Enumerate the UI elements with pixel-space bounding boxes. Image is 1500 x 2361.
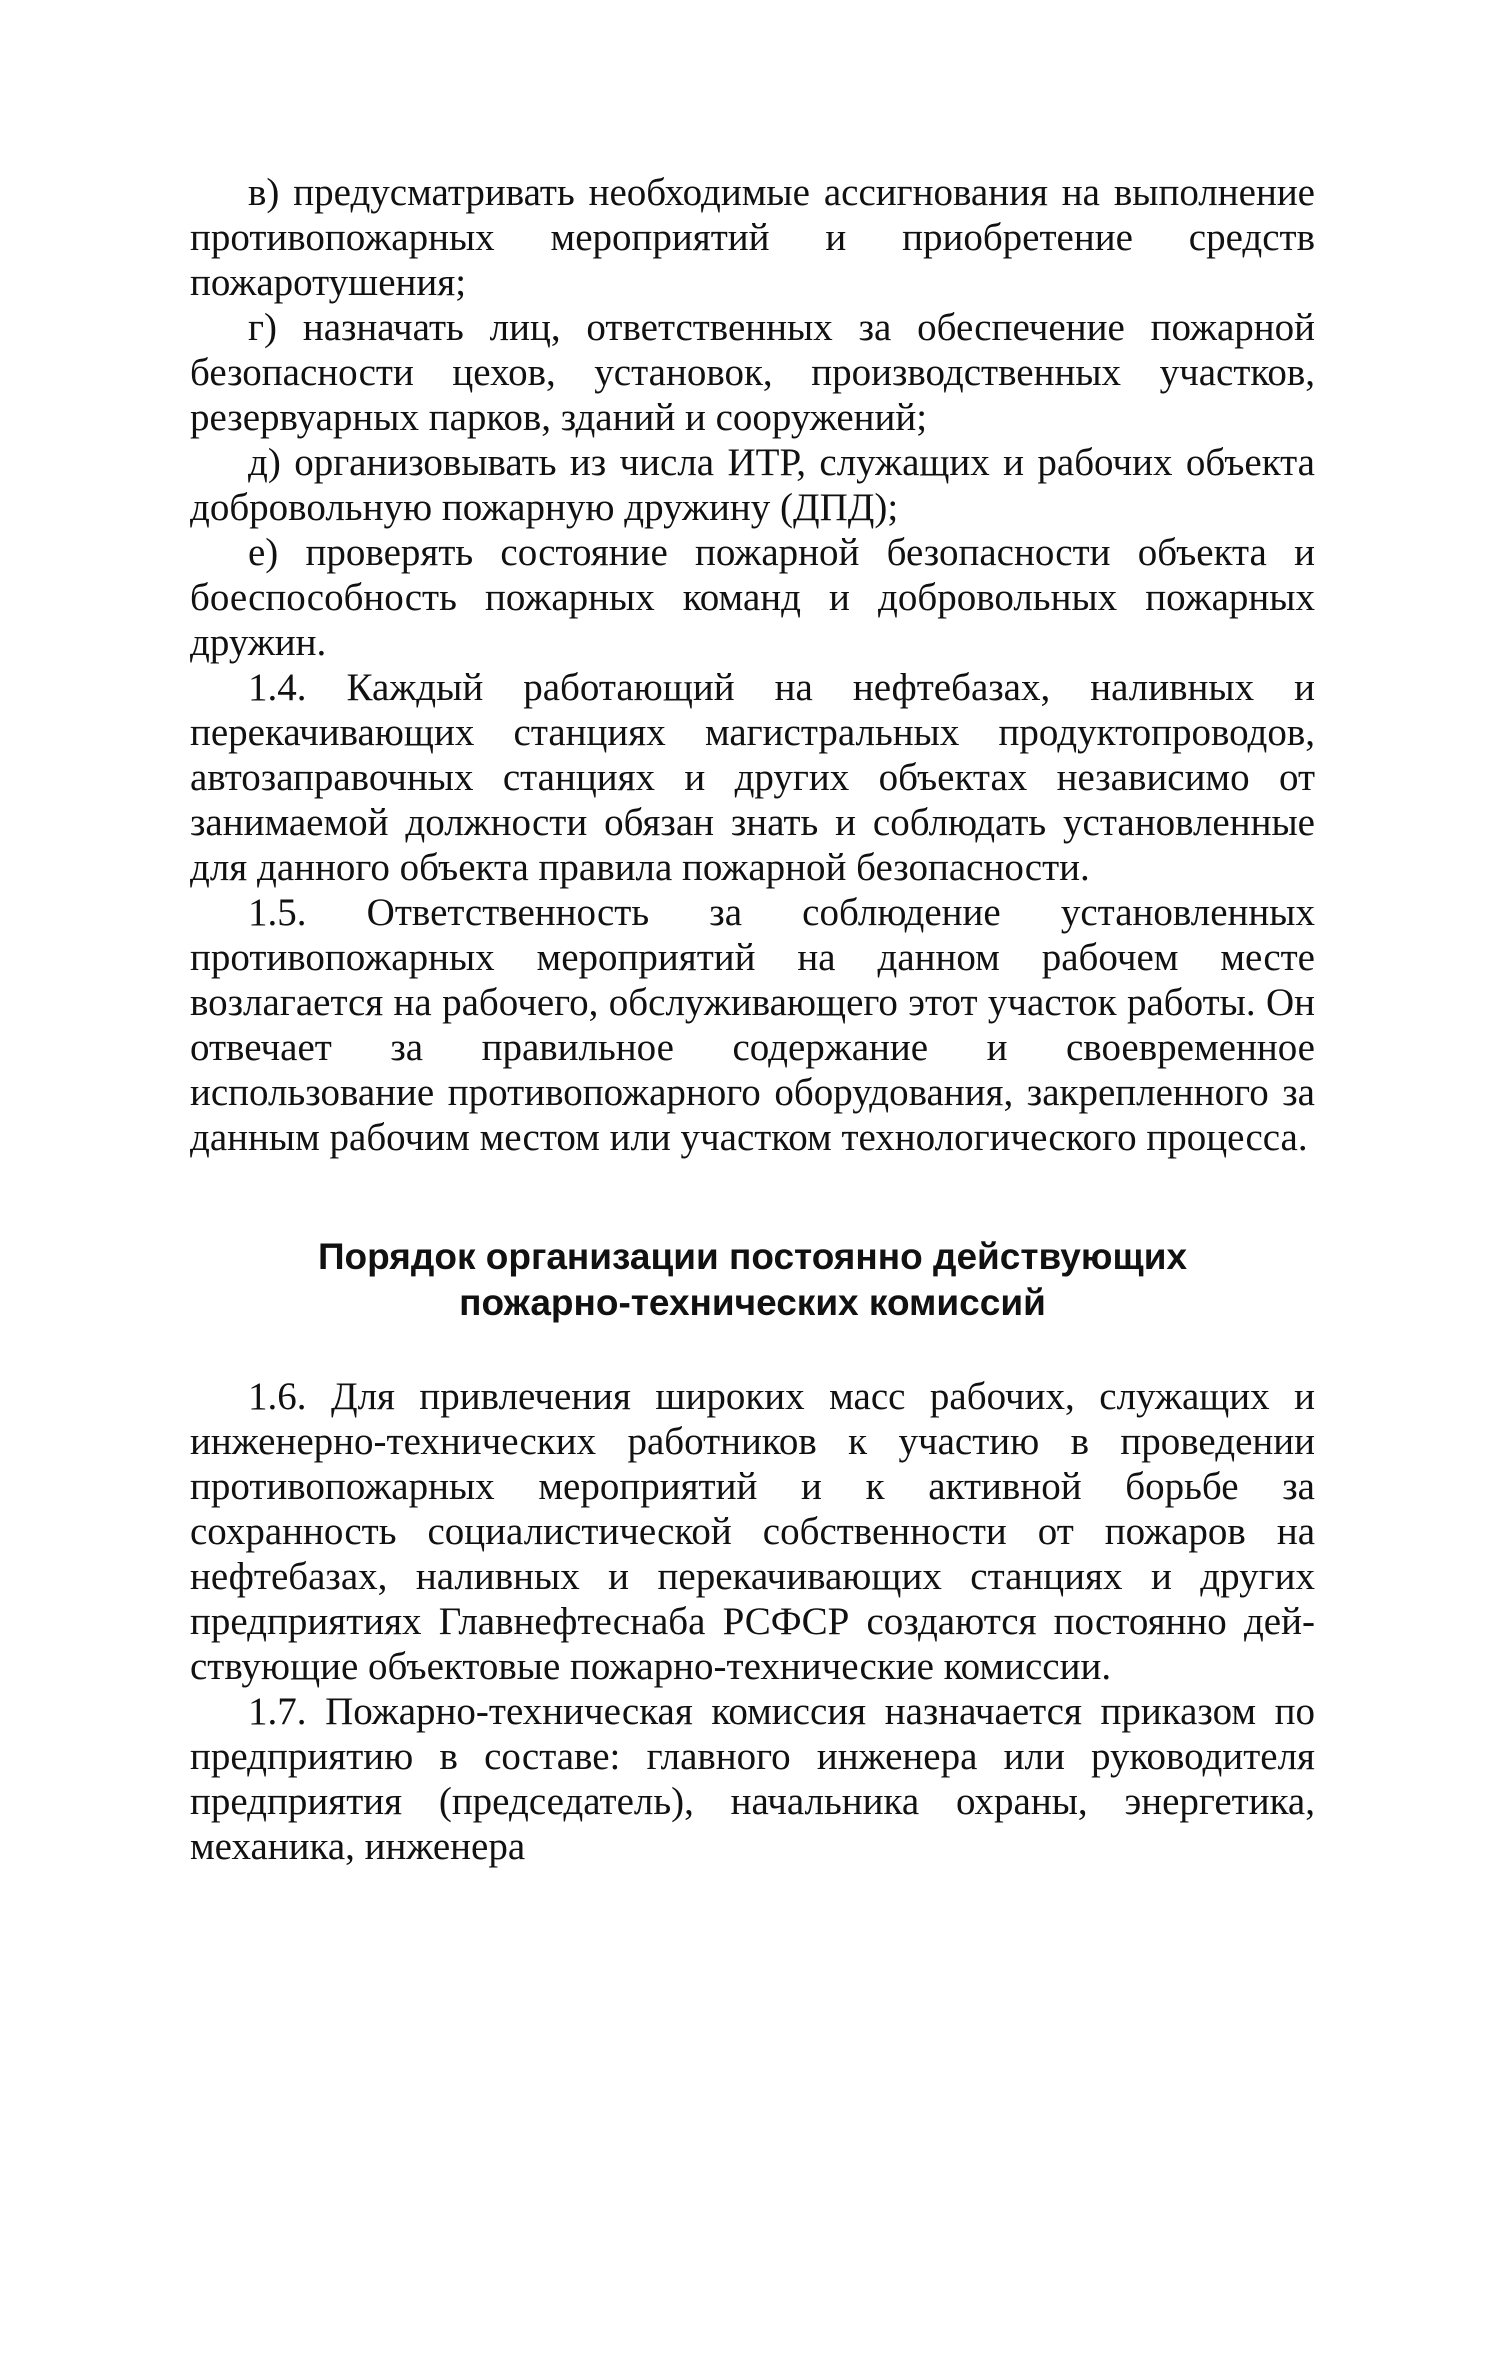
paragraph-1-5: 1.5. Ответственность за соблюдение установленных противопожарных мероприятий на данном рабочем месте возлагается на рабочего, обслуживающего этот участок работы. Он отвечает за правильное содержание и своевременное использование противопожарного оборудования, закрепленного за данным рабочим местом или участком технологического процесса. xyxy=(190,891,1315,1159)
section-heading-line-1: Порядок организации постоянно действующих xyxy=(317,1236,1188,1277)
document-page xyxy=(190,170,1315,1869)
paragraph-e: е) проверять состояние пожарной безопасности объекта и боеспособность пожарных команд и добровольных пожарных дружин. xyxy=(190,531,1315,664)
paragraph-d: д) организовывать из числа ИТР, служащих и рабочих объекта добровольную пожарную дружину (ДПД); xyxy=(190,441,1315,529)
paragraph-1-6: 1.6. Для привлечения широких масс рабочих, служащих и инженерно-технических работников к участию в проведении противопожарных мероприятий и к активной борьбе за сохранность социалистической собственности от пожаров на нефтебазах, наливных и перекачивающих станциях и других предприятиях Главнефтеснаба РСФСР создаются постоянно действующие объектовые пожарно-технические комиссии. xyxy=(190,1375,1315,1688)
section-heading-line-2: пожарно-технических комиссий xyxy=(459,1282,1046,1323)
section-heading xyxy=(190,1234,1315,1326)
paragraph-1-7: 1.7. Пожарно-техническая комиссия назначается приказом по предприятию в составе: главного инженера или руководителя предприятия (председатель), начальника охраны, энергетика, механика, инженера xyxy=(190,1690,1315,1868)
paragraph-v: в) предусматривать необходимые ассигнования на выполнение противопожарных мероприятий и приобретение средств пожаротушения; xyxy=(190,171,1315,304)
paragraph-g: г) назначать лиц, ответственных за обеспечение пожарной безопасности цехов, установок, производственных участков, резервуарных парков, зданий и сооружений; xyxy=(190,306,1315,439)
paragraph-1-4: 1.4. Каждый работающий на нефтебазах, наливных и перекачивающих станциях магистральных продуктопроводов, автозаправочных станциях и других объектах независимо от занимаемой должности обязан знать и соблюдать установленные для данного объекта правила пожарной безопасности. xyxy=(190,666,1315,889)
